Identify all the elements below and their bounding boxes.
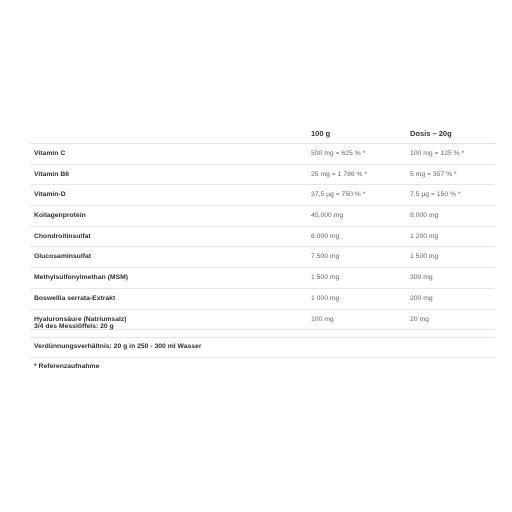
- column-header-100g: 100 g: [311, 129, 331, 138]
- ingredient-name: Chondroitinsulfat: [34, 232, 91, 240]
- value-per-100g: 37,5 µg = 750 % *: [311, 191, 366, 199]
- ingredient-name: Hyaluronsäure (Natriumsalz): [34, 315, 127, 323]
- dilution-note: Verdünnungsverhältnis: 20 g in 250 - 300 ml Wasser: [34, 343, 202, 350]
- table-row: [30, 206, 495, 227]
- ingredient-name: Kollagenprotein: [34, 212, 86, 220]
- reference-footnote: * Referenzaufnahme: [34, 363, 100, 370]
- ingredient-name: Vitamin C: [34, 150, 66, 157]
- table-row: [30, 247, 495, 268]
- nutrition-table: [30, 123, 495, 330]
- table-row: [30, 289, 495, 310]
- ingredient-name: Methylsulfonylmethan (MSM): [34, 274, 129, 282]
- table-header: [30, 123, 495, 144]
- value-per-dose: 300 mg: [410, 274, 433, 282]
- value-per-100g: 7 500 mg: [311, 253, 340, 261]
- ingredient-name: Vitamin-D: [34, 191, 66, 199]
- table-row: [30, 268, 495, 289]
- value-per-100g: 1 500 mg: [311, 274, 340, 282]
- value-per-100g: 45.000 mg: [311, 212, 344, 220]
- value-per-100g: 1 000 mg: [311, 294, 340, 302]
- value-per-dose: 100 mg = 125 % *: [410, 150, 465, 157]
- column-header-dose: Dosis – 20g: [410, 129, 452, 138]
- value-per-dose: 7,5 µg = 150 % *: [410, 191, 461, 199]
- value-per-100g: 500 mg = 625 % *: [311, 150, 366, 157]
- value-per-100g: 6.000 mg: [311, 232, 340, 240]
- value-per-dose: 1 500 mg: [410, 253, 439, 261]
- ingredient-name: Glucosaminsulfat: [34, 253, 92, 261]
- value-per-100g: 100 mg: [311, 315, 334, 323]
- value-per-dose: 200 mg: [410, 294, 433, 302]
- value-per-dose: 20 mg: [410, 315, 429, 323]
- table-row: [30, 165, 495, 186]
- value-per-dose: 5 mg = 357 % *: [410, 170, 457, 178]
- divider: [30, 357, 495, 358]
- table-row: [30, 144, 495, 165]
- scoop-note: 3/4 des Messlöffels: 20 g: [34, 323, 114, 330]
- value-per-dose: 9.000 mg: [410, 212, 439, 220]
- value-per-dose: 1 200 mg: [410, 232, 439, 240]
- ingredient-name: Vitamin B6: [34, 170, 70, 178]
- ingredient-name: Boswellia serrata-Extrakt: [34, 294, 116, 302]
- divider: [30, 337, 495, 338]
- table-row: [30, 227, 495, 248]
- value-per-100g: 25 mg = 1 786 % *: [311, 170, 368, 178]
- table-row: [30, 185, 495, 206]
